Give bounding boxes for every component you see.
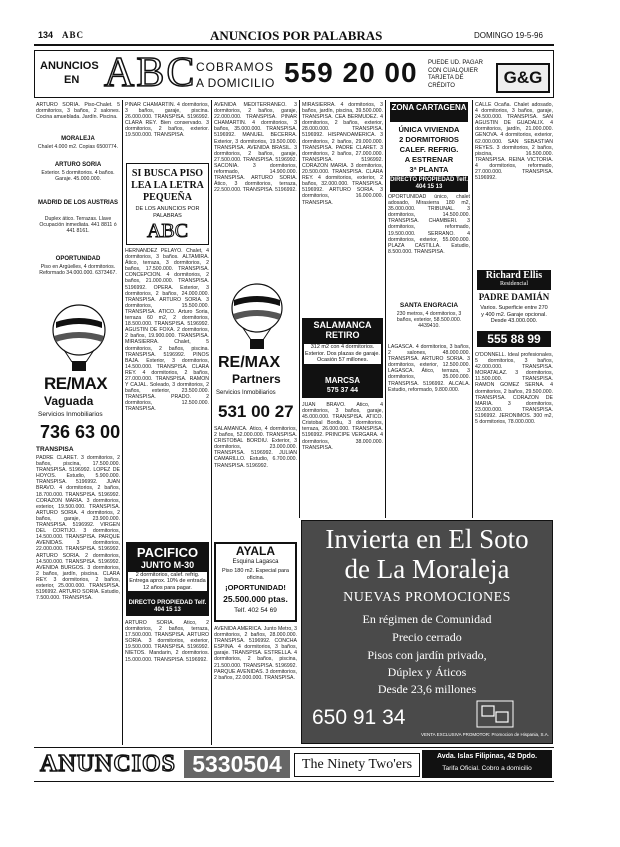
col1-moraleja-title: MORALEJA — [61, 136, 95, 142]
col1-arturo-title: ARTURO SORIA — [54, 162, 102, 168]
moraleja-footer: VENTA EXCLUSIVA PROMOTOR: Promocion de Hispania, S.A. — [420, 732, 550, 737]
col1-arturo-text: Exterior. 5 dormitorios. 4 baños. Garaje. 45.000.000. — [41, 170, 115, 183]
col-rule-3 — [299, 100, 300, 518]
issue-date: DOMINGO 19-5-96 — [474, 31, 543, 40]
col1-remax-phone: 736 63 00 — [40, 422, 121, 442]
col1-listings: PADRE CLARET. 3 dormitorios, 2 baños, piscina, 17.500.000. TRANSPISA. 5196992. LOPEZ DE HOYOS. Estudio, 5.900.000. TRANSPISA. 5196992. JUAN BRAVO. 4 dormitorios, 2 baños, 18.700.000. TRANSPISA. 5196992. CORAZON MARIA. 3 dormitorios, exterior, 19.500.000. TRANSPISA. ARTURO SORIA. 4 dormitorios, 2 baños, garaje, 23.900.000. TRANSPISA. 5196992. VIRGEN DEL CORTIJO. 3 dormitorios, 14.500.000. TRANSPISA. PARQUE AVENIDAS. 3 dormitorios, 22.000.000. TRANSPISA. 5196992. ARTURO SORIA. 2 dormitorios, 14.500.000. TRANSPISA. 5196992. AVENIDA BURGOS. 3 dormitorios, 2 baños, jardín, piscina. CLARA REY. 3 dormitorios, 2 baños, exterior, 25.000.000. TRANSPISA. 5196992. ARTURO SORIA. Estudio, 7.500.000. TRANSPISA. — [36, 455, 120, 602]
moraleja-bullet-1: En régimen de Comunidad — [362, 612, 492, 626]
col5-mid-listings: OPORTUNIDAD único, chalet adosado, Mirasierra 180 m2, 35.000.000. TRIBUNAL. 3 dormitorios, 14.500.000. TRANSPISA. CHAMBERI. 3 dormitorios, reformado, 19.500.000. SERRANO. 4 dormitorios, exterior, 55.000.000. PLAZA CASTILLA. Estudio, 8.500.000. TRANSPISA. — [388, 194, 470, 255]
col6-ellis-text: Varios. Superficie entre 270 y 400 m2. Garaje opcional. Desde 43.000.000. — [480, 305, 548, 324]
col3-remax-tag: Servicios Inmobiliarios — [216, 390, 276, 396]
banner-left-line2: EN — [64, 74, 80, 86]
col5-zona-title: ZONA CARTAGENA — [391, 103, 467, 112]
col5-zona-contact: DIRECTO PROPIEDAD Telf. 404 15 13 — [390, 177, 468, 190]
col-rule-1 — [122, 100, 123, 745]
moraleja-line2: de La Moraleja — [344, 554, 510, 584]
col5-zona-line1: ÚNICA VIVIENDA — [398, 125, 460, 134]
banner-right-text: PUEDE UD. PAGAR CON CUALQUIER TARJETA DE CRÉDITO — [428, 60, 483, 89]
col3-top-listings: AVENIDA MEDITERRANEO. 3 dormitorios, 2 baños, garaje, 22.000.000. TRANSPISA. PINAR CHAMARTIN. 4 dormitorios, 3 baños, 35.000.000. TRANSPISA. 5196992. MANUEL BECERRA. Exterior, 3 dormitorios, 19.500.000. TRANSPISA. AVENIDA BRASIL. 3 dormitorios, 2 baños, garaje, 27.500.000. TRANSPISA. 5196992. SACONIA. 3 dormitorios, reformado, 14.900.000. TRANSPISA. ARTURO SORIA. Ático, 3 dormitorios, terraza, 22.500.000. TRANSPISA. 5196992. — [214, 102, 297, 194]
col4-salamanca-text: 312 m2 con 4 dormitorios. Exterior. Dos plazas de garaje. Ocasión 57 millones. — [305, 344, 380, 363]
col4-salamanca-phone: 575 37 44 — [326, 387, 359, 394]
header-rule — [34, 44, 554, 46]
banner-mid-line1: COBRAMOS — [196, 60, 275, 74]
moraleja-line1: Invierta en El Soto — [325, 524, 529, 554]
abc-logo: ABC — [104, 50, 197, 96]
col1-remax-tag: Servicios Inmobiliarios — [38, 411, 103, 418]
col1-ad-1: ARTURO SORIA. Piso-Chalet. 5 dormitorios, 3 baños, 2 salones. Cocina amueblada. Jardín. Piscina. — [36, 102, 120, 121]
col6-bottom-listings: O'DONNELL. Ideal profesionales, 5 dormitorios, 3 baños, 42.000.000. TRANSPISA. MORATALAZ. 3 dormitorios, 11.500.000. TRANSPISA. RAMON GOMEZ SERNA. 4 dormitorios, 2 baños, 29.500.000. TRANSPISA. CORAZON DE MARIA. 3 dormitorios, 23.000.000. TRANSPISA. 5196992. JERONIMOS. 300 m2, 5 dormitorios, 78.000.000. — [475, 352, 553, 426]
col1-madrid-title: MADRID DE LOS AUSTRIAS — [37, 200, 119, 206]
col5-bottom-listings: LAGASCA. 4 dormitorios, 3 baños, 2 salones, 48.000.000. TRANSPISA. ARTURO SORIA. 3 dormitorios, exterior, 12.500.000. LAGASCA. Ático, terraza, 3 dormitorios, 35.000.000. TRANSPISA. 5196992. ALCALA. Estudio, reformado, 9.800.000. — [388, 344, 470, 393]
col1-madrid-text: Duplex ático. Terrazas. Llave Ocupación inmediata. 441 8811 ó 441 8161. — [39, 216, 117, 235]
section-title: ANUNCIOS POR PALABRAS — [210, 28, 383, 43]
footer-right-line2: Tarifa Oficial. Cobro a domicilio — [442, 765, 532, 772]
col2-pacifico-sub: JUNTO M-30 — [140, 560, 195, 570]
col6-ellis-title: Richard Ellis — [485, 270, 543, 281]
footer-top-rule — [34, 747, 554, 748]
footer-anuncios: ANUNCIOS — [40, 751, 177, 777]
col6-top-listings: CALLE Ocaña. Chalet adosado, 4 dormitorios, 3 baños, garaje, 24.500.000. TRANSPISA. SAN AGUSTIN DE GUADALIX. 4 dormitorios, jardín, 21.000.000. GENOVA. 4 dormitorios, exterior, 62.000.000. SAN SEBASTIAN REYES. 3 dormitorios, 2 baños, piscina, 16.500.000. TRANSPISA. REINA VICTORIA. 4 dormitorios, reformado, 27.000.000. TRANSPISA. 5196992. — [475, 102, 553, 182]
col4-salamanca-brand: MARCSA — [324, 376, 361, 385]
col2-pacifico-text: 2 dormitorios, calef. refrig. Entrega aprox. 10% de entrada 12 años para pagar. — [129, 572, 206, 591]
col3-ayala-text: Piso 180 m2. Especial para oficina. — [222, 568, 289, 581]
col4-salamanca-title: SALAMANCA RETIRO — [313, 320, 372, 340]
col2-promo-line4: DE LOS ANUNCIOS POR PALABRAS — [135, 206, 200, 219]
col1-moraleja-text: Chalet 4.000 m2. Copias 6500774. — [37, 144, 119, 150]
col-rule-4 — [385, 100, 386, 518]
paper-name: ABC — [62, 30, 85, 40]
footer-right-line1: Avda. Islas Filipinas, 42 Dpdo. — [436, 753, 538, 760]
col1-transpisa: TRANSPISA — [36, 446, 74, 453]
footer-phone: 5330504 — [184, 750, 290, 778]
col1-balloon-illustration — [46, 304, 112, 374]
col2-pacifico-contact: DIRECTO PROPIEDAD Telf. 404 15 13 — [128, 600, 207, 613]
col3-bottom-listings: AVENIDA AMERICA. Junto Metro, 3 dormitorios, 2 baños, 28.000.000. TRANSPISA. 5196992. CONCHA ESPINA. 4 dormitorios, 3 baños, garaje. TRANSPISA. ESTRELLA. 4 dormitorios, 2 baños, piscina, 21.500.000. TRANSPISA. 5196992. PARQUE AVENIDAS. 3 dormitorios, 2 baños, 22.000.000. TRANSPISA. — [214, 626, 297, 681]
col2-bottom-listings: ARTURO SORIA. Ático, 2 dormitorios, 2 baños, terraza, 17.500.000. TRANSPISA. ARTURO SORIA. 3 dormitorios, exterior, 19.500.000. TRANSPISA. 5196992. NIETOS. Mandarin, 2 dormitorios. 15.000.000. TRANSPISA. 5196992. — [125, 620, 209, 663]
col3-balloon-illustration — [226, 282, 288, 352]
col2-promo-line3: PEQUEÑA — [143, 192, 192, 203]
moraleja-bullet-2: Precio cerrado — [392, 630, 462, 644]
footer-brand: The Ninety Two'ers — [294, 753, 420, 777]
col3-ayala-title: AYALA — [235, 544, 276, 558]
col-rule-5 — [472, 100, 473, 518]
page-number: 134 — [38, 30, 54, 40]
col3-ayala-phone: Telf. 402 54 69 — [234, 607, 277, 614]
col1-remax-sub: Vaguada — [44, 394, 94, 408]
col-rule-2 — [211, 100, 212, 745]
col2-promo-abc: ABC — [146, 220, 189, 242]
banner-mid-line2: A DOMICILIO — [196, 76, 275, 90]
col5-zona-line4: A ESTRENAR — [404, 155, 454, 164]
col6-ellis-sub: Residencial — [500, 281, 528, 287]
col1-oportunidad-title: OPORTUNIDAD — [55, 256, 101, 262]
col5-santa-title: SANTA ENGRACIA — [399, 302, 459, 309]
col5-santa-text: 230 metros, 4 dormitorios, 3 baños, exterior, 58.500.000. 4439410. — [396, 311, 462, 330]
col2-top-listings: PINAR CHAMARTIN. 4 dormitorios, 3 baños, garaje, piscina. 26.000.000. TRANSPISA. 5196992. CLARA REY. Bien conservado. 3 dormitorios, 2 baños, exterior. 19.500.000. TRANSPISA. — [125, 102, 209, 139]
col4-bottom-listings: JUAN BRAVO. Ático, 4 dormitorios, 3 baños, garaje, 45.000.000. TRANSPISA. ATICO. Cristobal Bordiu, 3 dormitorios, terraza, 26.000.000. TRANSPISA. 5196992. PRINCIPE VERGARA. 4 dormitorios, 38.000.000. TRANSPISA. — [302, 402, 383, 451]
col2-promo-line2: LEA LA LETRA — [131, 180, 204, 191]
col3-mid-listings: SALAMANCA. Ático, 4 dormitorios, 2 baños, 52.000.000. TRANSPISA. CRISTOBAL BORDIU. Exterior, 3 dormitorios, 23.000.000. TRANSPISA. 5196992. JULIAN CAMARILLO. Estudio, 6.700.000. TRANSPISA. 5196992. — [214, 426, 297, 469]
col3-ayala-price: 25.500.000 ptas. — [223, 594, 288, 604]
footer-bottom-rule — [34, 781, 554, 782]
moraleja-bullet-5: Desde 23,6 millones — [377, 682, 477, 696]
col3-remax-phone: 531 00 27 — [218, 402, 294, 421]
col6-ellis-phone: 555 88 99 — [477, 331, 551, 347]
col5-zona-line5: 3ª PLANTA — [409, 165, 449, 174]
col3-remax-sub: Partners — [232, 372, 281, 386]
moraleja-bullet-4: Dúplex y Áticos — [387, 665, 467, 679]
col6-ellis-street: PADRE DAMIÁN — [478, 292, 550, 302]
col2-promo-line1: SI BUSCA PISO — [131, 168, 204, 179]
banner-phone: 559 20 00 — [284, 57, 418, 88]
col3-ayala-oportunidad: ¡OPORTUNIDAD! — [225, 583, 286, 592]
col4-top-listings: MIRASIERRA. 4 dormitorios, 3 baños, jardín, piscina, 39.500.000. TRANSPISA. CEA BERMUDEZ. 4 dormitorios, 2 baños, exterior, 28.000.000. TRANSPISA. 5196992. HISPANOAMERICA. 3 dormitorios, 2 baños, 29.000.000. TRANSPISA. PADRE CLARET. 3 dormitorios, 2 baños, 27.000.000. TRANSPISA. 5196992. CORAZON MARIA. 3 dormitorios, 20.500.000. TRANSPISA. CLARA REY. 4 dormitorios, exterior, 2 baños, 32.000.000. TRANSPISA. 5196992. ARTURO SORIA. 3 dormitorios, 16.000.000. TRANSPISA. — [302, 102, 383, 206]
col5-zona-line3: CALEF. REFRIG. — [399, 145, 459, 154]
col3-ayala-sub: Esquina Lagasca — [232, 559, 279, 565]
moraleja-phone: 650 91 34 — [312, 706, 406, 729]
gg-logo: G&G — [496, 63, 550, 93]
col2-mid-listings: HERNANDEZ PELAYO. Chalet, 4 dormitorios, 3 baños. ALTAMIRA. Ático, terraza, 3 dormitorios, 2 baños, 17.500.000. TRANSPISA. CONCEPCION. 4 dormitorios, 2 baños, 21.000.000. TRANSPISA. 5196992. OPERA. Exterior, 3 dormitorios, 2 baños, 24.000.000. TRANSPISA. ARTURO SORIA. 3 dormitorios, 15.500.000. TRANSPISA. ATICO. Arturo Soria, terraza 60 m2, 2 dormitorios, 18.500.000. TRANSPISA. 5196992. AGUSTIN DE FOXA. 2 dormitorios, 2 baños, 19.900.000. TRANSPISA. MIRASIERRA. Chalet, 5 dormitorios, 2 baños, piscina. TRANSPISA. 5196992. PINOS BAJA. Exterior, 3 dormitorios, 14.500.000. TRANSPISA. CLARA REY. 4 dormitorios, 2 baños, 27.000.000. TRANSPISA. RAMON Y CAJAL. Soleado, 3 dormitorios, 2 baños, exterior, 23.500.000. TRANSPISA. PRADO. 2 dormitorios, 12.500.000. TRANSPISA. — [125, 248, 209, 413]
moraleja-logo-icon — [476, 700, 514, 728]
col2-pacifico-title: PACIFICO — [136, 545, 199, 560]
moraleja-bullet-3: Pisos con jardín privado, — [367, 648, 487, 662]
col3-remax-logo: RE/MAX — [218, 354, 281, 371]
moraleja-promo: NUEVAS PROMOCIONES — [343, 590, 511, 605]
col5-zona-line2: 2 DORMITORIOS — [399, 135, 459, 144]
col1-oportunidad-text: Piso en Argüelles, 4 dormitorios. Reformado 34.000.000. 6373467. — [39, 264, 117, 277]
banner-left-line1: ANUNCIOS — [40, 60, 99, 72]
col1-remax-logo: RE/MAX — [44, 374, 108, 393]
